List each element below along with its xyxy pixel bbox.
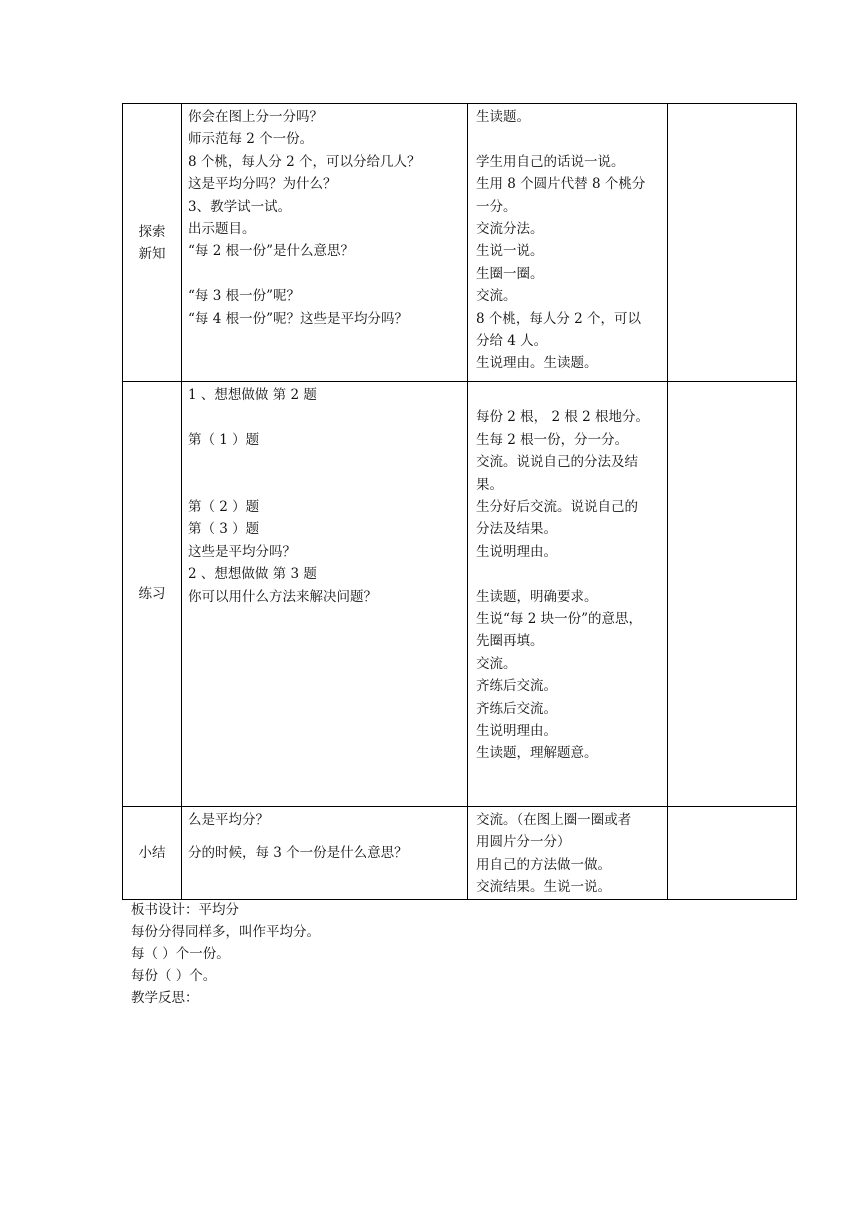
section-label-text: 练习 — [138, 586, 166, 602]
teacher-line: “每 3 根一份”呢？ — [188, 288, 300, 305]
student-line: 一分。 — [476, 198, 517, 215]
teacher-line-blank — [188, 474, 467, 496]
student-line: 生读题，理解题意。 — [476, 745, 598, 762]
teaching-reflection: 教学反思： — [131, 990, 199, 1006]
student-line: 用自己的方法做一做。 — [476, 856, 611, 873]
student-line-blank — [476, 563, 667, 585]
teacher-line: 2 、想想做做 第 3 题 — [188, 566, 317, 583]
student-line: 生说明理由。 — [476, 723, 557, 740]
student-line: 生说明理由。 — [476, 543, 557, 560]
section-row-practice — [123, 382, 797, 807]
teacher-line: “每 2 根一份”是什么意思？ — [188, 243, 354, 260]
student-line: 学生用自己的话说一说。 — [476, 153, 625, 170]
student-line: 交流。 — [476, 655, 517, 672]
notes-cell — [668, 807, 797, 900]
teacher-line: 3、教学试一试。 — [188, 198, 292, 215]
board-title: 板书设计：平均分 — [131, 902, 239, 918]
student-line: 齐练后交流。 — [476, 678, 557, 695]
student-line: 交流结果。生说一说。 — [476, 879, 611, 896]
teacher-line: 第（ 1 ）题 — [188, 431, 260, 448]
teacher-line: 分的时候，每 3 个一份是什么意思？ — [188, 845, 408, 862]
teacher-line-blank — [188, 263, 467, 285]
student-activities — [468, 382, 668, 807]
teacher-activities — [182, 807, 468, 900]
student-activities — [468, 807, 668, 900]
section-label — [123, 104, 182, 382]
board-design — [131, 899, 320, 1009]
section-label — [123, 807, 182, 900]
section-label-text: 小结 — [138, 844, 166, 861]
student-line: 生读题。 — [476, 109, 530, 125]
board-line: 每份（ ）个。 — [131, 968, 217, 984]
student-line: 生用 8 个圆片代替 8 个桃分 — [476, 176, 646, 193]
student-line: 生每 2 根一份，分一分。 — [476, 431, 629, 448]
teacher-line: 第（ 3 ）题 — [188, 521, 260, 538]
teacher-line: 师示范每 2 个一份。 — [188, 131, 314, 148]
teacher-line: 1 、想想做做 第 2 题 — [188, 387, 317, 403]
section-row-explore — [123, 104, 797, 382]
student-line: 8 个桃，每人分 2 个，可以 — [476, 310, 642, 327]
student-line: 果。 — [476, 476, 503, 493]
student-line: 先圈再填。 — [476, 633, 544, 650]
student-line: 生说“每 2 块一份”的意思， — [476, 611, 642, 628]
student-line: 每份 2 根， 2 根 2 根地分。 — [476, 409, 650, 426]
teacher-line: 你可以用什么方法来解决问题？ — [188, 588, 377, 605]
student-line: 生分好后交流。说说自己的 — [476, 499, 638, 516]
student-line: 交流分法。 — [476, 221, 544, 238]
teacher-line: 出示题目。 — [188, 221, 256, 238]
teacher-line: “每 4 根一份”呢？这些是平均分吗？ — [188, 310, 408, 327]
student-line-blank — [476, 384, 667, 406]
student-activities — [468, 104, 668, 382]
section-label-text: 探索新知 — [138, 223, 166, 262]
student-line: 交流。（在图上圈一圈或者 — [476, 812, 632, 828]
student-line: 齐练后交流。 — [476, 700, 557, 717]
notes-cell — [668, 382, 797, 807]
student-line: 分给 4 人。 — [476, 333, 548, 350]
teacher-line: 么是平均分？ — [188, 812, 269, 828]
teacher-activities — [182, 382, 468, 807]
teacher-line-blank — [188, 406, 467, 428]
student-line: 生说理由。生读题。 — [476, 355, 598, 372]
teacher-line: 你会在图上分一分吗？ — [188, 109, 323, 125]
student-line: 生说一说。 — [476, 243, 544, 260]
teacher-line: 第（ 2 ）题 — [188, 498, 260, 515]
notes-cell — [668, 104, 797, 382]
teacher-activities — [182, 104, 468, 382]
board-line: 每（ ）个一份。 — [131, 946, 230, 962]
section-row-summary — [123, 807, 797, 900]
student-line: 分法及结果。 — [476, 521, 557, 538]
student-line: 用圆片分一分） — [476, 834, 571, 851]
teacher-line-blank — [188, 831, 467, 842]
section-label — [123, 382, 182, 807]
teacher-line: 这些是平均分吗？ — [188, 543, 296, 560]
student-line: 交流。说说自己的分法及结 — [476, 454, 638, 471]
board-line: 每份分得同样多，叫作平均分。 — [131, 924, 320, 940]
student-line: 生圈一圈。 — [476, 265, 544, 282]
student-line: 交流。 — [476, 288, 517, 305]
teacher-line: 8 个桃，每人分 2 个，可以分给几人？ — [188, 153, 421, 170]
teacher-line-blank — [188, 451, 467, 473]
lesson-plan-table — [122, 103, 797, 900]
teacher-line: 这是平均分吗？为什么？ — [188, 176, 337, 193]
student-line: 生读题，明确要求。 — [476, 588, 598, 605]
student-line-blank — [476, 128, 667, 150]
